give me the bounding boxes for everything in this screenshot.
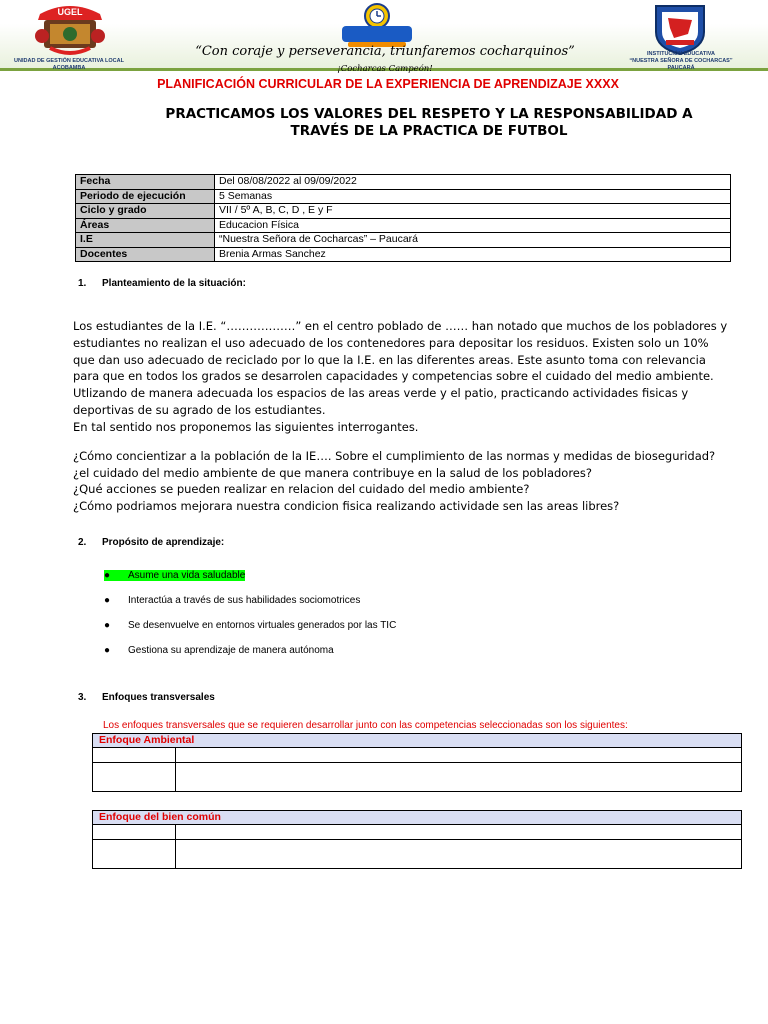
info-label: Ciclo y grado bbox=[76, 204, 215, 219]
info-label: I.E bbox=[76, 233, 215, 248]
table-row bbox=[93, 811, 742, 825]
ie-label: INSTITUCIÓN EDUCATIVA bbox=[647, 51, 715, 57]
table-row bbox=[93, 825, 742, 840]
question-item: ¿Qué acciones se pueden realizar en relacion del cuidado del medio ambiente? bbox=[73, 482, 530, 497]
table-cell bbox=[93, 825, 176, 840]
situation-line: que dan uso adecuado de reciclado por lo que la I.E. en las diferentes areas. Este asunto toma con relevancia bbox=[73, 352, 706, 367]
info-value: Educacion Física bbox=[215, 218, 731, 233]
section-number: 3. bbox=[78, 692, 87, 703]
situation-line: para que en todos los grados se desarrolen capacidades y competencias sobre el cuidado del medio ambiente. bbox=[73, 369, 714, 384]
ie-place: PAUCARÁ bbox=[667, 65, 695, 71]
enfoques-intro: Los enfoques transversales que se requieren desarrollar junto con las competencias seleccionadas son los siguientes: bbox=[103, 720, 628, 731]
table-row bbox=[93, 763, 742, 792]
questions-list bbox=[73, 448, 743, 514]
info-value: Brenia Armas Sanchez bbox=[215, 247, 731, 262]
section-2-heading bbox=[78, 537, 224, 548]
section-1-heading bbox=[78, 278, 246, 289]
ugel-name: UNIDAD DE GESTIÓN EDUCATIVA LOCAL bbox=[14, 58, 124, 64]
school-motto: “Con coraje y perseverancia, triunfaremos cocharquinos” bbox=[195, 44, 575, 59]
section-number: 2. bbox=[78, 537, 87, 548]
table-row bbox=[76, 233, 731, 248]
situation-paragraph bbox=[73, 318, 743, 436]
section-title: Propósito de aprendizaje: bbox=[102, 537, 225, 548]
table-cell bbox=[93, 748, 176, 763]
purpose-text: Asume una vida saludable bbox=[128, 570, 246, 581]
jornada-escolar-completa-logo bbox=[336, 2, 418, 48]
question-item: ¿Cómo concientizar a la población de la IE…. Sobre el cumplimiento de las normas y medidas de bioseguridad? bbox=[73, 449, 716, 463]
document-title: PLANIFICACIÓN CURRICULAR DE LA EXPERIENCIA DE APRENDIZAJE XXXX bbox=[157, 77, 619, 91]
info-label: Áreas bbox=[76, 218, 215, 233]
section-number: 1. bbox=[78, 278, 87, 289]
institution-caption bbox=[616, 51, 746, 72]
experience-title bbox=[120, 106, 738, 140]
table-row bbox=[76, 204, 731, 219]
purpose-text: Gestiona su aprendizaje de manera autónoma bbox=[128, 645, 334, 656]
info-value: VII / 5º A, B, C, D , E y F bbox=[215, 204, 731, 219]
enfoque-header: Enfoque Ambiental bbox=[93, 734, 742, 748]
section-3-heading bbox=[78, 692, 215, 703]
situation-line: deportivas de su agrado de los estudiantes. bbox=[73, 402, 326, 417]
info-label: Fecha bbox=[76, 175, 215, 190]
enfoque-bien-comun-table bbox=[92, 810, 742, 869]
table-row bbox=[76, 189, 731, 204]
info-value: “Nuestra Señora de Cocharcas” – Paucará bbox=[215, 233, 731, 248]
situation-line: Los estudiantes de la I.E. “………………” en el centro poblado de …… han notado que muchos de los pobladores y bbox=[73, 319, 728, 333]
bullet-icon: ● bbox=[104, 645, 111, 656]
table-cell bbox=[176, 763, 742, 792]
purpose-item bbox=[104, 645, 334, 656]
info-label: Periodo de ejecución bbox=[76, 189, 215, 204]
bullet-icon: ● bbox=[104, 570, 128, 581]
ie-name: “NUESTRA SEÑORA DE COCHARCAS” bbox=[629, 58, 733, 64]
situation-line: En tal sentido nos proponemos las siguientes interrogantes. bbox=[73, 419, 419, 434]
ugel-caption bbox=[4, 58, 134, 72]
situation-line: estudiantes no realizan el uso adecuado de los contenedores para depositar los residuos. Existen solo un 10% bbox=[73, 335, 709, 350]
info-label: Docentes bbox=[76, 247, 215, 262]
table-cell bbox=[176, 825, 742, 840]
experience-title-line-2: TRAVÉS DE LA PRACTICA DE FUTBOL bbox=[290, 123, 568, 139]
purpose-item bbox=[104, 570, 245, 581]
table-cell bbox=[93, 763, 176, 792]
table-cell bbox=[93, 840, 176, 869]
info-value: 5 Semanas bbox=[215, 189, 731, 204]
table-cell bbox=[176, 840, 742, 869]
section-title: Enfoques transversales bbox=[102, 692, 215, 703]
purpose-text: Interactúa a través de sus habilidades sociomotrices bbox=[128, 595, 361, 606]
table-row bbox=[93, 734, 742, 748]
bullet-icon: ● bbox=[104, 620, 111, 631]
question-item: ¿Cómo podriamos mejorara nuestra condicion fisica realizando actividade sen las areas libres? bbox=[73, 498, 620, 513]
ugel-place: ACOBAMBA bbox=[52, 65, 86, 71]
general-info-table bbox=[75, 174, 731, 262]
table-row bbox=[76, 175, 731, 190]
institution-shield-logo bbox=[652, 2, 708, 56]
table-cell bbox=[176, 748, 742, 763]
purpose-item bbox=[104, 620, 396, 631]
purpose-item bbox=[104, 595, 360, 606]
section-title: Planteamiento de la situación: bbox=[102, 278, 246, 289]
ugel-crest-logo bbox=[30, 2, 110, 58]
table-row bbox=[93, 748, 742, 763]
info-value: Del 08/08/2022 al 09/09/2022 bbox=[215, 175, 731, 190]
bullet-icon: ● bbox=[104, 595, 111, 606]
table-row bbox=[76, 247, 731, 262]
purpose-text: Se desenvuelve en entornos virtuales generados por las TIC bbox=[128, 620, 397, 631]
enfoque-header: Enfoque del bien común bbox=[93, 811, 742, 825]
question-item: ¿el cuidado del medio ambiente de que manera contribuye en la salud de los pobladores? bbox=[73, 465, 592, 480]
situation-line: Utlizando de manera adecuada los espacios de las areas verde y el patio, practicando actividades fisicas y bbox=[73, 386, 689, 401]
experience-title-line-1: PRACTICAMOS LOS VALORES DEL RESPETO Y LA RESPONSABILIDAD A bbox=[165, 106, 693, 122]
table-row bbox=[76, 218, 731, 233]
svg-text:UGEL: UGEL bbox=[57, 7, 83, 17]
enfoque-ambiental-table bbox=[92, 733, 742, 792]
school-cheer: ¡Cocharcas Campeón! bbox=[337, 64, 433, 74]
table-row bbox=[93, 840, 742, 869]
